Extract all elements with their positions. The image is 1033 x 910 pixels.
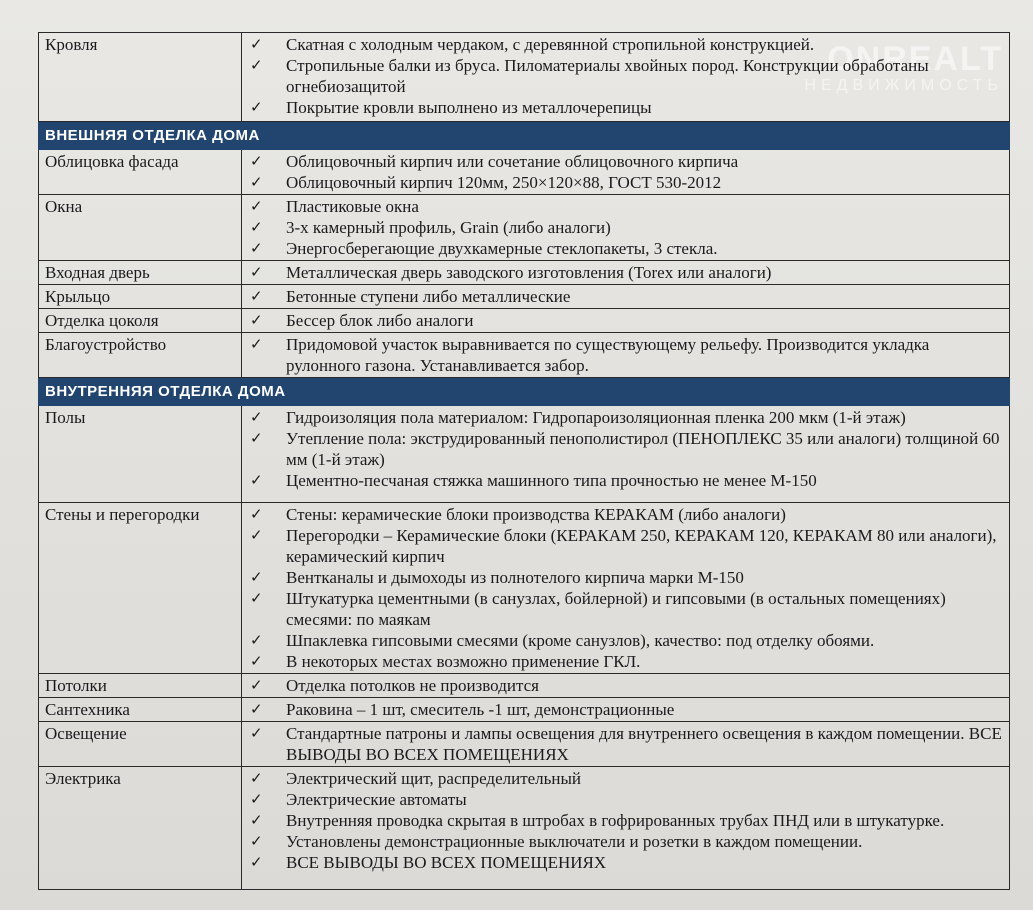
- checkmark-icon: ✓: [250, 652, 263, 670]
- row-label: Крыльцо: [39, 285, 242, 309]
- checklist: [248, 151, 1003, 193]
- checkmark-icon: ✓: [250, 56, 263, 74]
- checkmark-icon: ✓: [250, 676, 263, 694]
- list-item-text: Стены: керамические блоки производства КЕРАКАМ (либо аналоги): [286, 505, 786, 524]
- row-label: Благоустройство: [39, 333, 242, 378]
- list-item: [248, 810, 1003, 831]
- list-item: [248, 262, 1003, 283]
- list-item-text: Штукатурка цементными (в санузлах, бойлерной) и гипсовыми (в остальных помещениях) смесями: по маякам: [286, 589, 946, 629]
- checklist: [248, 407, 1003, 491]
- section-header-row: [39, 378, 1010, 406]
- list-item: [248, 196, 1003, 217]
- row-details: [242, 767, 1010, 890]
- table-row: [39, 503, 1010, 674]
- checkmark-icon: ✓: [250, 408, 263, 426]
- row-label: Стены и перегородки: [39, 503, 242, 674]
- table-row: [39, 195, 1010, 261]
- checkmark-icon: ✓: [250, 152, 263, 170]
- checkmark-icon: ✓: [250, 853, 263, 871]
- list-item: [248, 675, 1003, 696]
- section-title: ВНЕШНЯЯ ОТДЕЛКА ДОМА: [39, 122, 1010, 150]
- table-row: [39, 150, 1010, 195]
- list-item-text: Цементно-песчаная стяжка машинного типа прочностью не менее М-150: [286, 471, 817, 490]
- list-item: [248, 407, 1003, 428]
- list-item-text: Отделка потолков не производится: [286, 676, 539, 695]
- row-label: Полы: [39, 406, 242, 503]
- table-row: [39, 767, 1010, 890]
- table-row: [39, 333, 1010, 378]
- list-item: [248, 504, 1003, 525]
- list-item: [248, 172, 1003, 193]
- list-item: [248, 588, 1003, 630]
- row-details: [242, 285, 1010, 309]
- list-item: [248, 334, 1003, 376]
- list-item: [248, 630, 1003, 651]
- checkmark-icon: ✓: [250, 568, 263, 586]
- checkmark-icon: ✓: [250, 790, 263, 808]
- row-label: Сантехника: [39, 698, 242, 722]
- row-label: Электрика: [39, 767, 242, 890]
- list-item-text: Бессер блок либо аналоги: [286, 311, 474, 330]
- list-item-text: Бетонные ступени либо металлические: [286, 287, 571, 306]
- row-label: Потолки: [39, 674, 242, 698]
- list-item-text: Металлическая дверь заводского изготовления (Torex или аналоги): [286, 263, 772, 282]
- list-item-text: Гидроизоляция пола материалом: Гидропароизоляционная пленка 200 мкм (1-й этаж): [286, 408, 906, 427]
- list-item-text: Шпаклевка гипсовыми смесями (кроме санузлов), качество: под отделку обоями.: [286, 631, 875, 650]
- checkmark-icon: ✓: [250, 218, 263, 236]
- row-label: Кровля: [39, 33, 242, 122]
- row-label: Входная дверь: [39, 261, 242, 285]
- checkmark-icon: ✓: [250, 471, 263, 489]
- list-item: [248, 55, 1003, 97]
- list-item-text: Вентканалы и дымоходы из полнотелого кирпича марки М-150: [286, 568, 744, 587]
- checkmark-icon: ✓: [250, 631, 263, 649]
- list-item: [248, 428, 1003, 470]
- list-item: [248, 651, 1003, 672]
- section-header-row: [39, 122, 1010, 150]
- checklist: [248, 723, 1003, 765]
- list-item: [248, 831, 1003, 852]
- checkmark-icon: ✓: [250, 700, 263, 718]
- table-row: [39, 674, 1010, 698]
- row-label: Окна: [39, 195, 242, 261]
- row-details: [242, 33, 1010, 122]
- list-item: [248, 470, 1003, 491]
- row-details: [242, 261, 1010, 285]
- row-details: [242, 195, 1010, 261]
- checkmark-icon: ✓: [250, 429, 263, 447]
- checkmark-icon: ✓: [250, 526, 263, 544]
- table-row: [39, 285, 1010, 309]
- row-label: Отделка цоколя: [39, 309, 242, 333]
- checkmark-icon: ✓: [250, 287, 263, 305]
- table-row: [39, 33, 1010, 122]
- checkmark-icon: ✓: [250, 311, 263, 329]
- row-details: [242, 674, 1010, 698]
- checkmark-icon: ✓: [250, 98, 263, 116]
- list-item-text: Энергосберегающие двухкамерные стеклопакеты, 3 стекла.: [286, 239, 718, 258]
- checkmark-icon: ✓: [250, 724, 263, 742]
- row-details: [242, 722, 1010, 767]
- table-row: [39, 309, 1010, 333]
- checklist: [248, 504, 1003, 672]
- list-item: [248, 789, 1003, 810]
- list-item: [248, 217, 1003, 238]
- checklist: [248, 675, 1003, 696]
- table-row: [39, 698, 1010, 722]
- checkmark-icon: ✓: [250, 35, 263, 53]
- list-item-text: 3-х камерный профиль, Grain (либо аналоги): [286, 218, 611, 237]
- list-item-text: Электрический щит, распределительный: [286, 769, 582, 788]
- table-row: [39, 261, 1010, 285]
- list-item: [248, 310, 1003, 331]
- section-title: ВНУТРЕННЯЯ ОТДЕЛКА ДОМА: [39, 378, 1010, 406]
- checkmark-icon: ✓: [250, 769, 263, 787]
- checkmark-icon: ✓: [250, 173, 263, 191]
- list-item: [248, 286, 1003, 307]
- list-item: [248, 852, 1003, 873]
- list-item: [248, 525, 1003, 567]
- list-item-text: Раковина – 1 шт, смеситель -1 шт, демонстрационные: [286, 700, 675, 719]
- list-item: [248, 238, 1003, 259]
- list-item-text: Придомовой участок выравнивается по существующему рельефу. Производится укладка рулонного газона. Устанавливается забор.: [286, 335, 930, 375]
- list-item: [248, 151, 1003, 172]
- table-row: [39, 406, 1010, 503]
- checklist: [248, 262, 1003, 283]
- list-item: [248, 567, 1003, 588]
- row-details: [242, 503, 1010, 674]
- list-item-text: Перегородки – Керамические блоки (КЕРАКАМ 250, КЕРАКАМ 120, КЕРАКАМ 80 или аналоги), керамический кирпич: [286, 526, 997, 566]
- checklist: [248, 310, 1003, 331]
- list-item: [248, 97, 1003, 118]
- row-label: Облицовка фасада: [39, 150, 242, 195]
- list-item-text: ВСЕ ВЫВОДЫ ВО ВСЕХ ПОМЕЩЕНИЯХ: [286, 853, 607, 872]
- specification-table: [38, 32, 1010, 890]
- row-details: [242, 150, 1010, 195]
- list-item-text: Утепление пола: экструдированный пенополистирол (ПЕНОПЛЕКС 35 или аналоги) толщиной 60 мм (1-й этаж): [286, 429, 1000, 469]
- row-details: [242, 406, 1010, 503]
- list-item-text: В некоторых местах возможно применение ГКЛ.: [286, 652, 641, 671]
- table-row: [39, 722, 1010, 767]
- row-label: Освещение: [39, 722, 242, 767]
- list-item-text: Облицовочный кирпич 120мм, 250×120×88, ГОСТ 530-2012: [286, 173, 722, 192]
- watermark-subtitle: НЕДВИЖИМОСТЬ: [804, 77, 1003, 94]
- checklist: [248, 286, 1003, 307]
- checklist: [248, 699, 1003, 720]
- list-item: [248, 699, 1003, 720]
- checklist: [248, 34, 1003, 118]
- checkmark-icon: ✓: [250, 505, 263, 523]
- list-item: [248, 768, 1003, 789]
- checkmark-icon: ✓: [250, 832, 263, 850]
- row-details: [242, 309, 1010, 333]
- checkmark-icon: ✓: [250, 589, 263, 607]
- list-item-text: Стандартные патроны и лампы освещения для внутреннего освещения в каждом помещении. ВСЕ ВЫВОДЫ ВО ВСЕХ ПОМЕЩЕНИЯХ: [286, 724, 1002, 764]
- watermark-logo: ONREALT: [827, 40, 1003, 78]
- checkmark-icon: ✓: [250, 197, 263, 215]
- row-details: [242, 333, 1010, 378]
- list-item-text: Покрытие кровли выполнено из металлочерепицы: [286, 98, 652, 117]
- checklist: [248, 334, 1003, 376]
- list-item-text: Облицовочный кирпич или сочетание облицовочного кирпича: [286, 152, 739, 171]
- list-item: [248, 34, 1003, 55]
- checklist: [248, 768, 1003, 873]
- list-item-text: Внутренняя проводка скрытая в штробах в гофрированных трубах ПНД или в штукатурке.: [286, 811, 945, 830]
- checkmark-icon: ✓: [250, 335, 263, 353]
- list-item-text: Пластиковые окна: [286, 197, 419, 216]
- checkmark-icon: ✓: [250, 811, 263, 829]
- row-details: [242, 698, 1010, 722]
- checkmark-icon: ✓: [250, 263, 263, 281]
- list-item-text: Электрические автоматы: [286, 790, 467, 809]
- specification-table-body: [39, 33, 1010, 890]
- list-item-text: Стропильные балки из бруса. Пиломатериалы хвойных пород. Конструкции обработаны огнебиозащитой: [286, 56, 929, 96]
- list-item-text: Установлены демонстрационные выключатели и розетки в каждом помещении.: [286, 832, 863, 851]
- list-item-text: Скатная с холодным чердаком, с деревянной стропильной конструкцией.: [286, 35, 815, 54]
- list-item: [248, 723, 1003, 765]
- checklist: [248, 196, 1003, 259]
- checkmark-icon: ✓: [250, 239, 263, 257]
